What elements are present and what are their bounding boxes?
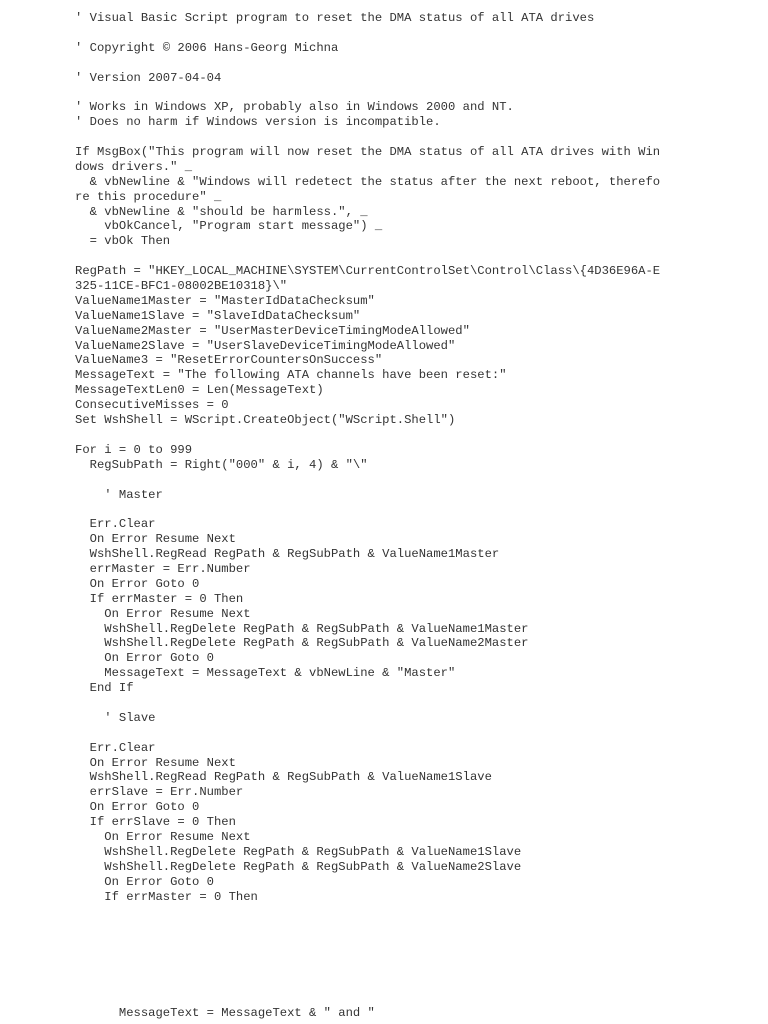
code-line: ValueName2Slave = "UserSlaveDeviceTimingModeAllowed" bbox=[75, 338, 456, 353]
code-line: ConsecutiveMisses = 0 bbox=[75, 398, 229, 413]
code-line bbox=[75, 473, 660, 488]
code-line: On Error Goto 0 bbox=[75, 874, 214, 889]
code-line: End If bbox=[75, 681, 134, 696]
code-line: RegSubPath = Right("000" & i, 4) & "\" bbox=[75, 457, 368, 472]
code-line bbox=[75, 726, 660, 741]
code-line: MessageText = "The following ATA channels have been reset:" bbox=[75, 368, 507, 383]
code-line: errSlave = Err.Number bbox=[75, 785, 244, 800]
code-line: & vbNewline & "should be harmless.", _ bbox=[75, 204, 368, 219]
code-line: vbOkCancel, "Program start message") _ bbox=[75, 219, 383, 234]
code-line: dows drivers." _ bbox=[75, 159, 193, 174]
code-line: = vbOk Then bbox=[75, 234, 171, 249]
code-line: On Error Resume Next bbox=[75, 532, 236, 547]
code-line: ' Version 2007-04-04 bbox=[75, 70, 222, 85]
code-line: ValueName1Master = "MasterIdDataChecksum" bbox=[75, 293, 375, 308]
code-line: ValueName3 = "ResetErrorCountersOnSuccess" bbox=[75, 353, 383, 368]
code-line: If errMaster = 0 Then bbox=[75, 889, 258, 904]
code-line: Set WshShell = WScript.CreateObject("WScript.Shell") bbox=[75, 413, 456, 428]
code-line: 325-11CE-BFC1-08002BE10318}\" bbox=[75, 279, 288, 294]
code-line: RegPath = "HKEY_LOCAL_MACHINE\SYSTEM\CurrentControlSet\Control\Class\{4D36E96A-E bbox=[75, 264, 661, 279]
code-line: For i = 0 to 999 bbox=[75, 442, 193, 457]
code-line: On Error Goto 0 bbox=[75, 576, 200, 591]
code-line: ValueName2Master = "UserMasterDeviceTimingModeAllowed" bbox=[75, 323, 470, 338]
code-line: re this procedure" _ bbox=[75, 189, 222, 204]
code-line bbox=[75, 696, 660, 711]
code-line: On Error Goto 0 bbox=[75, 800, 200, 815]
code-line bbox=[75, 26, 660, 41]
code-line bbox=[75, 428, 660, 443]
code-line: If errMaster = 0 Then bbox=[75, 591, 244, 606]
code-line: ' Copyright © 2006 Hans-Georg Michna bbox=[75, 40, 339, 55]
code-line: If errSlave = 0 Then bbox=[75, 815, 236, 830]
code-line bbox=[75, 56, 660, 71]
code-line: ValueName1Slave = "SlaveIdDataChecksum" bbox=[75, 308, 361, 323]
code-line: WshShell.RegRead RegPath & RegSubPath & ValueName1Master bbox=[75, 547, 500, 562]
code-line: MessageText = MessageText & vbNewLine & "Master" bbox=[75, 666, 456, 681]
code-line: WshShell.RegRead RegPath & RegSubPath & ValueName1Slave bbox=[75, 770, 492, 785]
code-line bbox=[75, 249, 660, 264]
code-line: WshShell.RegDelete RegPath & RegSubPath & ValueName2Slave bbox=[75, 859, 522, 874]
code-line: MessageTextLen0 = Len(MessageText) bbox=[75, 383, 324, 398]
code-line: ' Works in Windows XP, probably also in Windows 2000 and NT. bbox=[75, 100, 514, 115]
code-line: If MsgBox("This program will now reset the DMA status of all ATA drives with Win bbox=[75, 145, 661, 160]
code-line: On Error Resume Next bbox=[75, 755, 236, 770]
code-line: WshShell.RegDelete RegPath & RegSubPath & ValueName1Slave bbox=[75, 844, 522, 859]
code-line: ' Visual Basic Script program to reset the DMA status of all ATA drives bbox=[75, 11, 595, 25]
code-line: WshShell.RegDelete RegPath & RegSubPath & ValueName2Master bbox=[75, 636, 529, 651]
code-line: Err.Clear bbox=[75, 517, 156, 532]
code-line bbox=[75, 130, 660, 145]
code-line: ' Master bbox=[75, 487, 163, 502]
code-line: On Error Resume Next bbox=[75, 606, 251, 621]
code-line bbox=[75, 502, 660, 517]
code-line: ' Slave bbox=[75, 710, 156, 725]
code-line: On Error Resume Next bbox=[75, 829, 251, 844]
code-line: errMaster = Err.Number bbox=[75, 561, 251, 576]
code-line: On Error Goto 0 bbox=[75, 651, 214, 666]
code-line: & vbNewline & "Windows will redetect the status after the next reboot, therefo bbox=[75, 174, 661, 189]
code-line: ' Does no harm if Windows version is incompatible. bbox=[75, 115, 441, 130]
source-code-block bbox=[75, 11, 660, 904]
source-code-trailing-line: MessageText = MessageText & " and " bbox=[75, 1006, 375, 1020]
code-line: Err.Clear bbox=[75, 740, 156, 755]
code-line: WshShell.RegDelete RegPath & RegSubPath & ValueName1Master bbox=[75, 621, 529, 636]
code-line bbox=[75, 85, 660, 100]
